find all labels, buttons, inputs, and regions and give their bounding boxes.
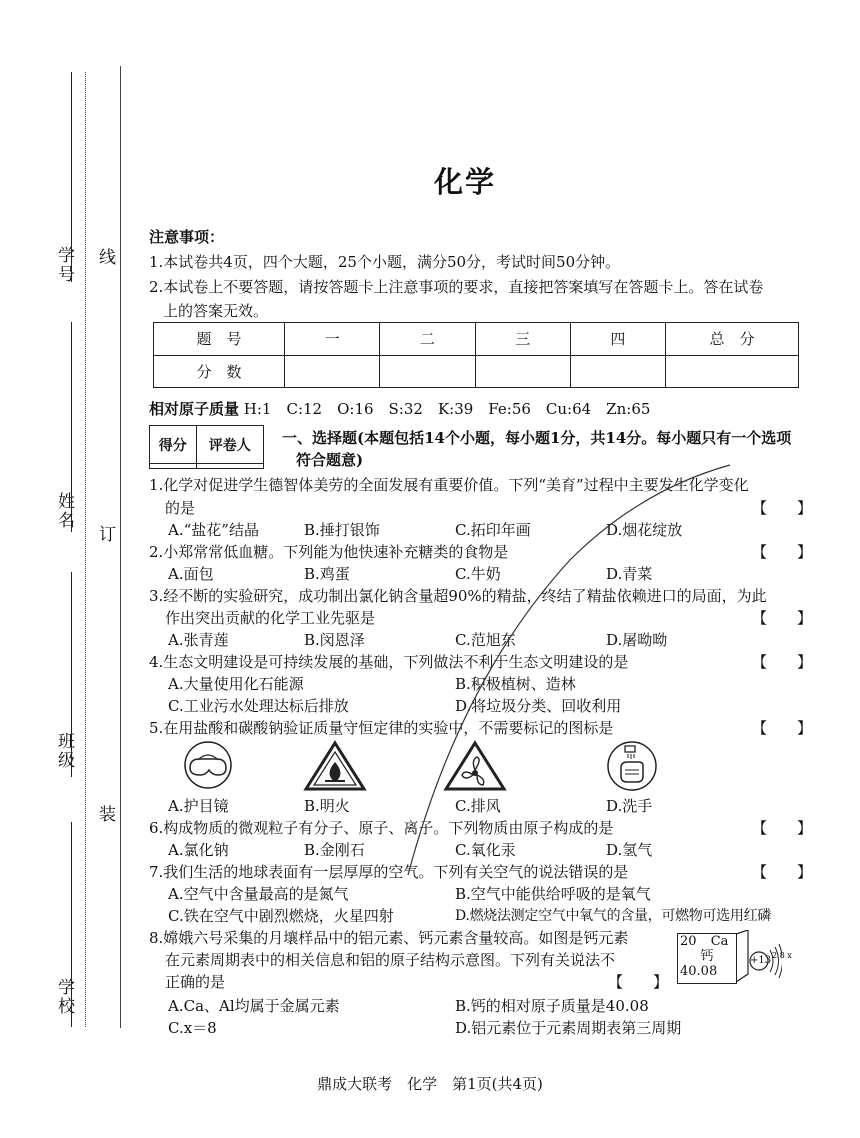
option: B.钙的相对原子质量是40.08	[455, 997, 649, 1015]
atomic-masses-label: 相对原子质量	[149, 400, 240, 418]
margin-line-char: 线	[95, 248, 115, 267]
option: C.拓印年画	[455, 521, 531, 539]
score-header-cell: 总 分	[666, 323, 799, 356]
element-symbol: Ca	[710, 934, 729, 949]
option: A.“盐花”结晶	[168, 521, 259, 539]
score-header-cell: 三	[475, 323, 570, 356]
grader-table	[149, 425, 264, 469]
score-cell	[570, 355, 665, 388]
goggles-icon	[180, 740, 236, 790]
name-label: 姓名	[54, 492, 74, 530]
option: A.氯化钠	[168, 841, 229, 859]
answer-bracket: 【 】	[752, 819, 813, 837]
option: B.明火	[304, 797, 350, 815]
question-stem: 8.嫦娥六号采集的月壤样品中的铝元素、钙元素含量较高。如图是钙元素	[149, 929, 629, 947]
question-stem: 作出突出贡献的化学工业先驱是	[165, 609, 376, 627]
answer-bracket: 【 】	[752, 863, 813, 881]
option: A.空气中含量最高的是氮气	[168, 885, 349, 903]
notice-item: 2.本试卷上不要答题，请按答题卡上注意事项的要求，直接把答案填写在答题卡上。答在试卷	[149, 278, 764, 296]
option: D.燃烧法测定空气中氧气的含量，可燃物可选用红磷	[455, 908, 771, 924]
option: A.护目镜	[168, 797, 229, 815]
answer-bracket: 【 】	[752, 609, 813, 627]
grader-cell-label: 评卷人	[196, 426, 264, 464]
notice-heading: 注意事项：	[149, 228, 225, 246]
option: C.x＝8	[168, 1019, 217, 1037]
school-label: 学校	[54, 978, 74, 1016]
calcium-element-cell	[677, 933, 737, 984]
page-footer: 鼎成大联考 化学 第1页(共4页)	[317, 1075, 543, 1093]
margin-bind-char: 装	[95, 805, 115, 824]
question-stem: 3.经不断的实验研究，成功制出氯化钠含量超90%的精盐，终结了精盐依赖进口的局面，为此	[149, 587, 767, 605]
score-header-cell: 题 号	[154, 323, 285, 356]
notice-item: 上的答案无效。	[163, 302, 269, 320]
question-stem: 5.在用盐酸和碳酸钠验证质量守恒定律的实验中，不需要标记的图标是	[149, 719, 614, 737]
score-row-label: 分 数	[154, 355, 285, 388]
page-title: 化学	[433, 165, 496, 199]
score-cell	[666, 355, 799, 388]
option: D.将垃圾分类、回收利用	[455, 697, 622, 715]
school-blank	[71, 822, 72, 1027]
dotted-cut-line	[85, 72, 86, 1027]
option: C.氧化汞	[455, 841, 516, 859]
option: C.排风	[455, 797, 501, 815]
option: B.空气中能供给呼吸的是氧气	[455, 885, 651, 903]
atomic-number: 20	[680, 934, 697, 949]
section-heading-cont: 符合题意)	[296, 451, 364, 469]
question-stem: 7.我们生活的地球表面有一层厚厚的空气。下列有关空气的说法错误的是	[149, 863, 629, 881]
score-cell	[285, 355, 380, 388]
element-name: 钙	[700, 949, 714, 964]
score-cell	[475, 355, 570, 388]
question-stem: 1.化学对促进学生德智体美劳的全面发展有重要价值。下列“美育”过程中主要发生化学变化	[149, 476, 749, 494]
score-cell	[150, 464, 197, 469]
option: B.金刚石	[304, 841, 365, 859]
atomic-masses-values: H:1 C:12 O:16 S:32 K:39 Fe:56 Cu:64 Zn:65	[243, 400, 651, 418]
binding-border-line	[120, 66, 121, 1028]
ventilation-fan-icon	[443, 740, 507, 792]
notice-item: 1.本试卷共4页，四个大题，25个小题，满分50分，考试时间50分钟。	[149, 253, 621, 271]
score-table	[153, 322, 799, 388]
option: C.牛奶	[455, 565, 501, 583]
score-header-cell: 二	[380, 323, 475, 356]
open-flame-icon	[303, 740, 367, 792]
atomic-mass: 40.08	[680, 964, 718, 979]
option: B.闵恩泽	[304, 631, 365, 649]
option: C.铁在空气中剧烈燃烧，火星四射	[168, 907, 394, 925]
nucleus-charge: +13	[750, 955, 772, 966]
question-stem: 的是	[165, 499, 196, 517]
margin-order-char: 订	[95, 525, 115, 544]
score-cell-label: 得分	[150, 426, 197, 464]
score-header-cell: 四	[570, 323, 665, 356]
option: B.积极植树、造林	[455, 675, 576, 693]
option: C.范旭东	[455, 631, 516, 649]
electron-shells: 2 8 x	[772, 951, 792, 960]
answer-bracket: 【 】	[752, 543, 813, 561]
option: A.大量使用化石能源	[168, 675, 304, 693]
option: D.洗手	[606, 797, 653, 815]
grader-cell	[196, 464, 264, 469]
hand-wash-icon	[605, 740, 659, 792]
class-label: 班级	[54, 732, 74, 770]
answer-bracket: 【 】	[608, 973, 669, 991]
option: A.面包	[168, 565, 214, 583]
option: A.Ca、Al均属于金属元素	[168, 997, 340, 1015]
option: D.铝元素位于元素周期表第三周期	[455, 1019, 682, 1037]
option: B.鸡蛋	[304, 565, 350, 583]
atomic-masses	[149, 398, 650, 419]
score-header-cell: 一	[285, 323, 380, 356]
option: B.捶打银饰	[304, 521, 380, 539]
option: D.屠呦呦	[606, 631, 668, 649]
score-cell	[380, 355, 475, 388]
option: D.氢气	[606, 841, 653, 859]
question-stem: 在元素周期表中的相关信息和铝的原子结构示意图。下列有关说法不	[165, 951, 616, 969]
section-heading: 一、选择题(本题包括14个小题，每小题1分，共14分。每小题只有一个选项	[282, 429, 792, 447]
student-id-label: 学号	[54, 246, 74, 284]
option: C.工业污水处理达标后排放	[168, 697, 349, 715]
answer-bracket: 【 】	[752, 719, 813, 737]
name-blank	[71, 322, 72, 532]
option: A.张青莲	[168, 631, 229, 649]
question-stem: 4.生态文明建设是可持续发展的基础，下列做法不利于生态文明建设的是	[149, 653, 629, 671]
question-stem: 2.小郑常常低血糖。下列能为他快速补充糖类的食物是	[149, 543, 509, 561]
class-blank	[71, 572, 72, 777]
answer-bracket: 【 】	[752, 653, 813, 671]
question-stem: 6.构成物质的微观粒子有分子、原子、离子。下列物质由原子构成的是	[149, 819, 614, 837]
question-stem: 正确的是	[165, 973, 226, 991]
option: D.青菜	[606, 565, 653, 583]
answer-bracket: 【 】	[752, 499, 813, 517]
option: D.烟花绽放	[606, 521, 683, 539]
